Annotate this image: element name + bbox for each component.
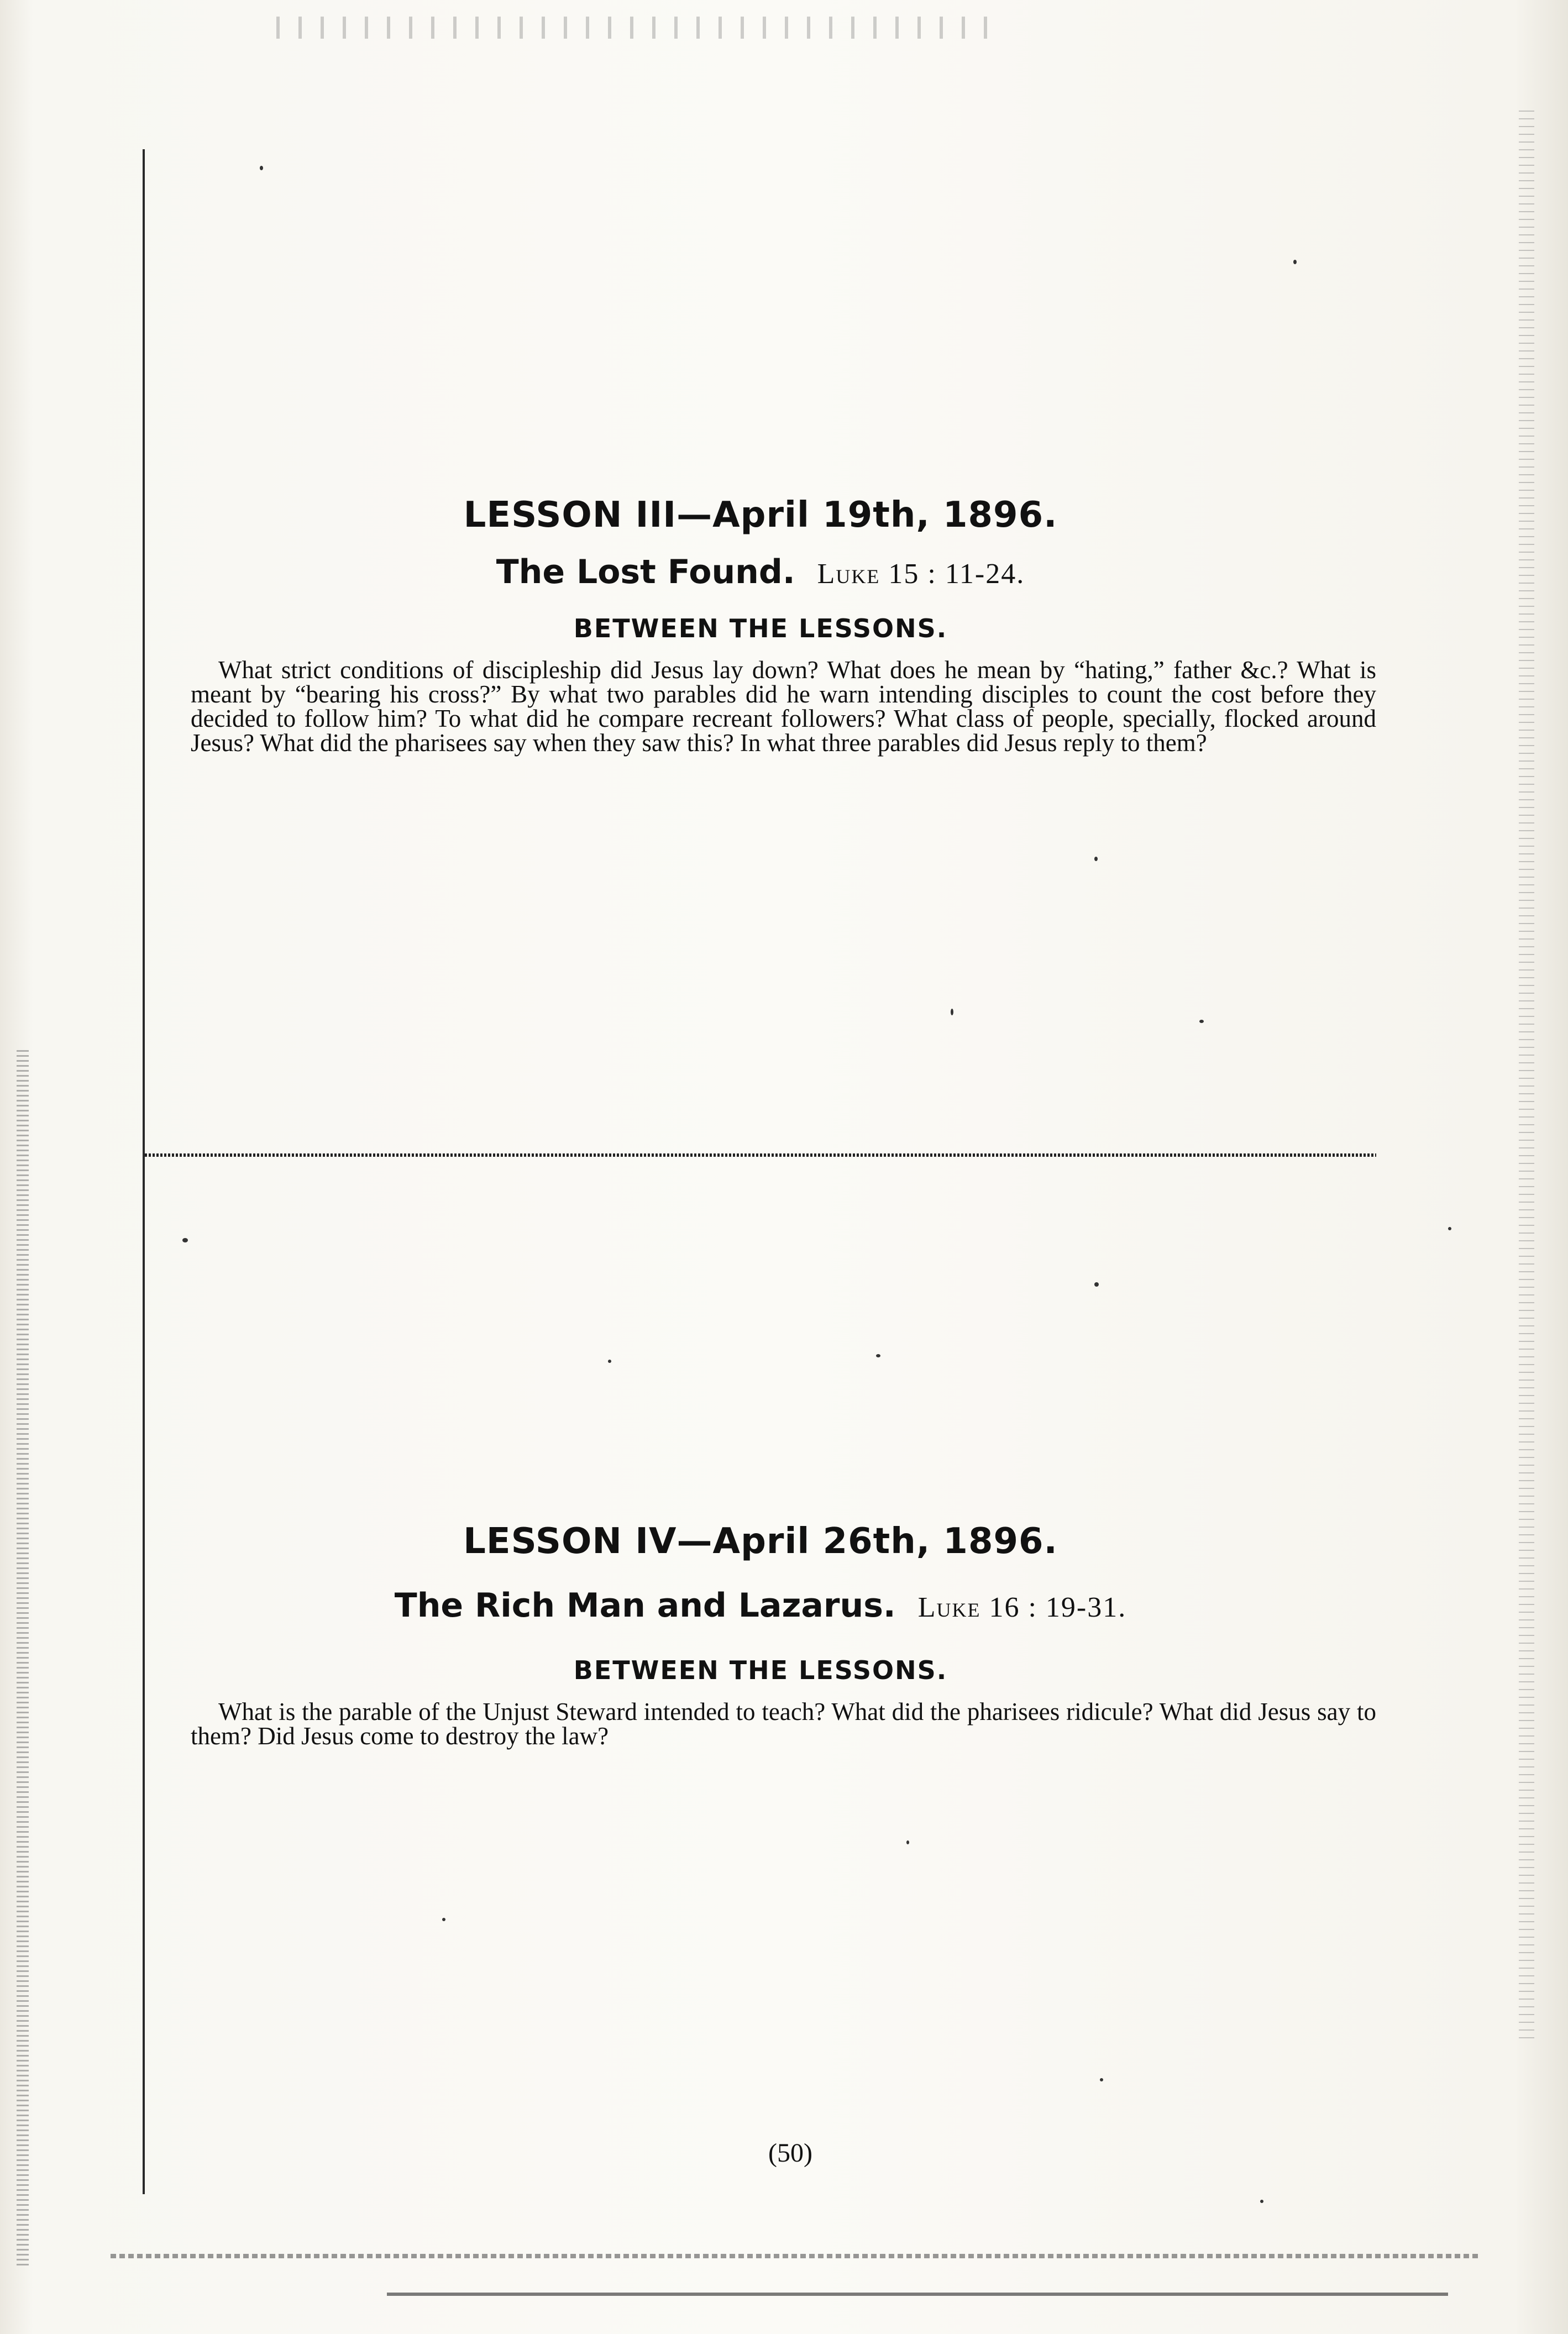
scripture-passage: 16 : 19-31. [989,1592,1127,1623]
margin-rule [143,149,145,2194]
section-heading: BETWEEN THE LESSONS. [573,1655,948,1685]
speck [1293,260,1297,264]
speck [608,1360,611,1363]
speck [951,1009,953,1015]
scripture-passage: 15 : 11-24. [888,558,1025,590]
page-edge-bottom-line [387,2293,1448,2296]
scripture-reference [817,558,1025,590]
speck [1260,2200,1263,2203]
lesson-title: The Rich Man and Lazarus. [394,1586,896,1625]
speck [1448,1227,1451,1230]
lesson-heading: LESSON IV—April 26th, 1896. [463,1521,1058,1562]
speck [1094,1282,1099,1287]
page-number: (50) [768,2138,812,2168]
lesson-heading: LESSON III—April 19th, 1896. [463,495,1058,536]
speck [1094,857,1098,861]
lesson-questions: What strict conditions of discipleship did Jesus lay down? What does he mean by “hating,” father &c.? What is meant by “bearing his cross?” By what two parables did he warn intending disciples to count the cost before they decided to follow him? To what did he compare recreant followers? What class of people, specially, flocked around Jesus? What did the pharisees say when they saw this? In what three parables did Jesus reply to them? [191,656,1376,757]
section-heading: BETWEEN THE LESSONS. [573,613,948,643]
page-edge-right [1519,111,1534,2045]
speck [876,1354,880,1357]
lesson-subtitle [145,553,1376,591]
speck [182,1238,188,1242]
lesson-subtitle [145,1586,1376,1625]
binding-edge-left [17,1050,29,2266]
page-edge-bottom [111,2254,1481,2258]
speck [1199,1020,1204,1023]
lesson-questions: What is the parable of the Unjust Steward intended to teach? What did the pharisees ridicule? What did Jesus say to them? Did Jesus come to destroy the law? [191,1698,1376,1750]
scripture-reference [918,1592,1127,1623]
speck [906,1840,909,1844]
scripture-book: Luke [817,558,880,590]
speck [260,166,263,170]
speck [442,1918,445,1921]
speck [1100,2078,1103,2081]
section-divider [145,1153,1376,1157]
scripture-book: Luke [917,1592,981,1623]
lesson-title: The Lost Found. [496,553,795,591]
scan-noise-top [276,17,995,39]
